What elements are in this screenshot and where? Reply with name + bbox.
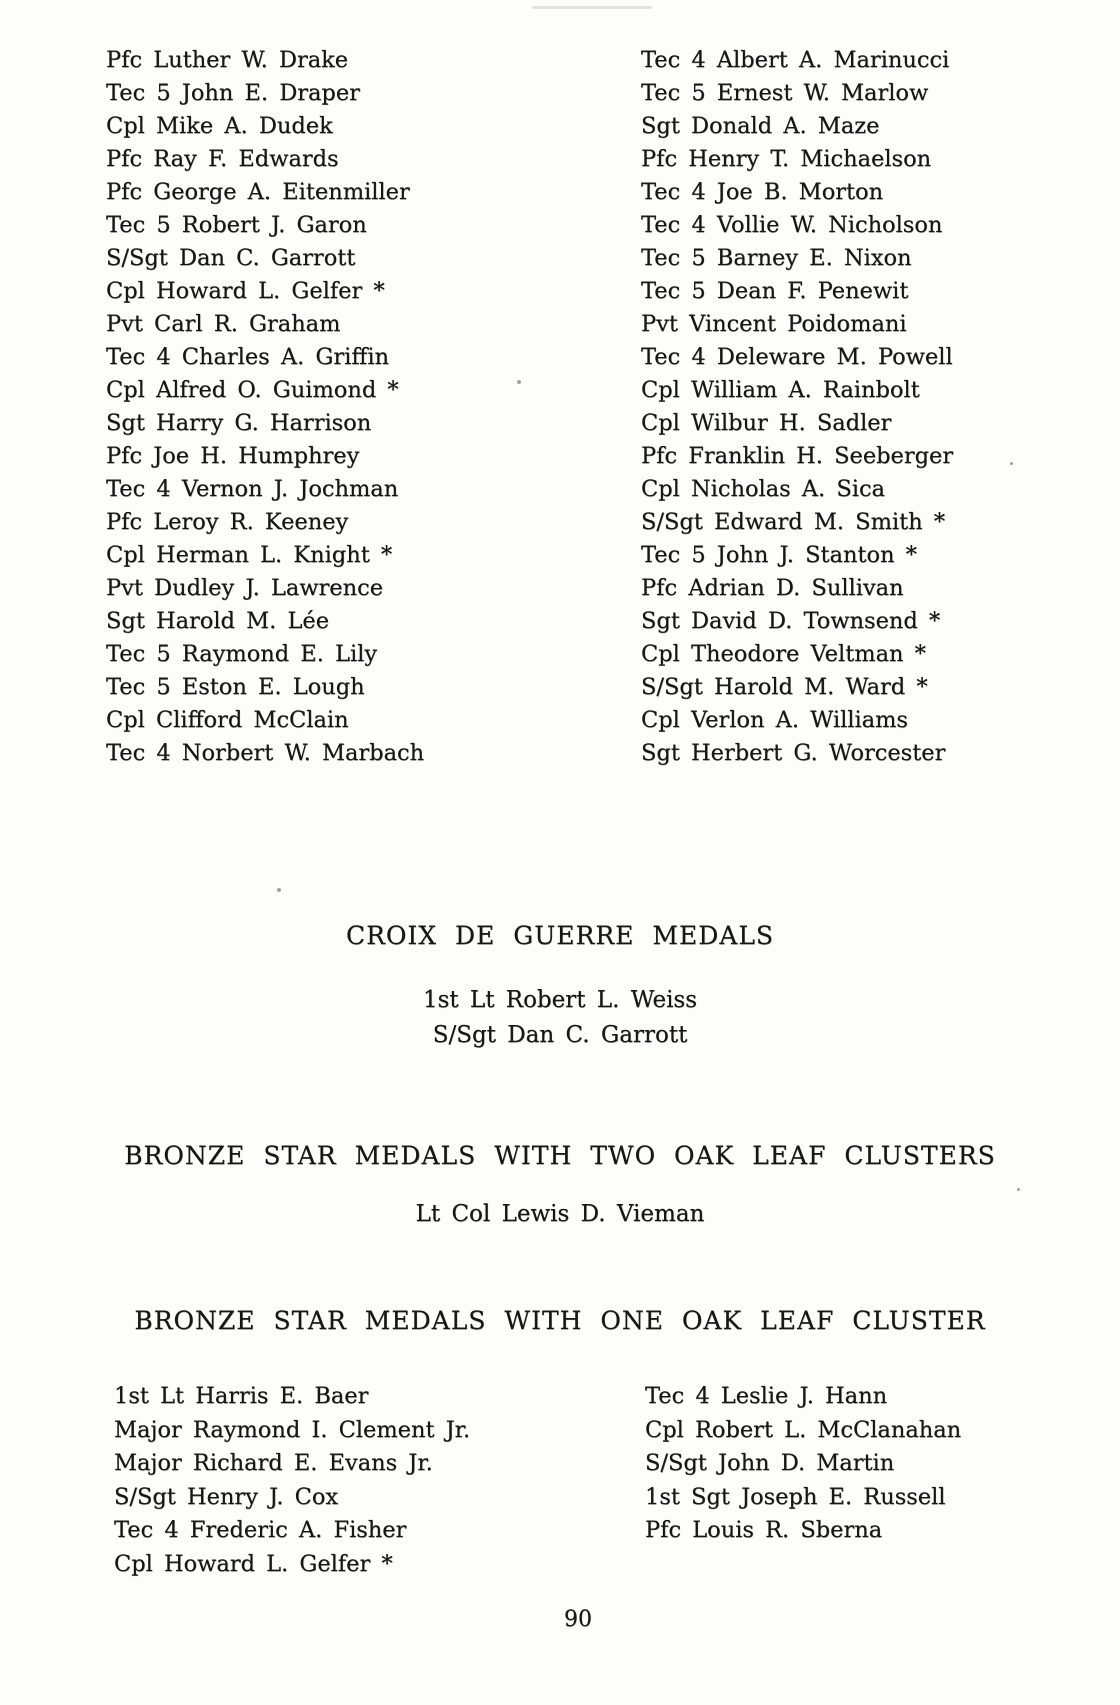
bronze-star-two-clusters-section <box>0 1140 1120 1232</box>
medal-recipient-name: Major Richard E. Evans Jr. <box>114 1450 433 1476</box>
medal-recipient-name: Pfc Leroy R. Keeney <box>106 509 349 535</box>
medal-recipient-name: S/Sgt Edward M. Smith * <box>641 509 946 535</box>
medal-recipient-name: Tec 4 Frederic A. Fisher <box>114 1517 407 1543</box>
medal-recipient-name: Tec 4 Vernon J. Jochman <box>106 476 399 502</box>
medal-recipient-name: Cpl Clifford McClain <box>106 707 349 733</box>
medal-recipient-name: 1st Lt Harris E. Baer <box>114 1383 369 1409</box>
croix-de-guerre-names <box>0 983 1120 1053</box>
medal-recipient-name: S/Sgt John D. Martin <box>645 1450 895 1476</box>
medal-recipient-name: Tec 5 John J. Stanton * <box>641 542 917 568</box>
medal-recipient-name: Pvt Dudley J. Lawrence <box>106 575 384 601</box>
one-cluster-left-column <box>114 1380 470 1581</box>
medal-recipient-name: Tec 5 Dean F. Penewit <box>641 278 909 304</box>
medal-recipient-name: Tec 5 John E. Draper <box>106 80 360 106</box>
medal-recipient-name: Pfc Ray F. Edwards <box>106 146 339 172</box>
medal-recipient-name: S/Sgt Henry J. Cox <box>114 1483 339 1510</box>
bronze-star-one-cluster-section <box>0 1305 1120 1336</box>
medal-recipient-name: Lt Col Lewis D. Vieman <box>415 1201 705 1227</box>
medal-recipient-name: Sgt Harry G. Harrison <box>106 410 372 436</box>
scan-speck-artifact <box>517 380 521 384</box>
croix-de-guerre-section <box>0 920 1120 1053</box>
one-cluster-right-column <box>645 1380 961 1548</box>
medal-recipient-name: Tec 5 Robert J. Garon <box>106 212 367 238</box>
medal-recipient-name: Cpl Nicholas A. Sica <box>641 476 885 502</box>
medal-recipient-name: Major Raymond I. Clement Jr. <box>114 1416 471 1443</box>
medal-recipient-name: Tec 4 Joe B. Morton <box>641 179 884 205</box>
medal-recipient-name: Pvt Vincent Poidomani <box>641 311 907 337</box>
bronze-star-two-clusters-names <box>0 1197 1120 1232</box>
medal-recipient-name: Tec 4 Norbert W. Marbach <box>106 740 425 766</box>
medal-recipient-name: Pfc Luther W. Drake <box>106 47 349 73</box>
medal-recipient-name: S/Sgt Dan C. Garrott <box>106 245 356 271</box>
page-number: 90 <box>564 1607 592 1632</box>
medal-recipient-name: Pfc Franklin H. Seeberger <box>641 443 954 469</box>
medal-recipient-name: Tec 4 Leslie J. Hann <box>645 1383 888 1409</box>
medal-recipient-name: Pfc Henry T. Michaelson <box>641 146 932 172</box>
bronze-star-two-clusters-title: BRONZE STAR MEDALS WITH TWO OAK LEAF CLUSTERS <box>124 1141 996 1170</box>
medal-recipient-name: Tec 5 Raymond E. Lily <box>106 641 378 667</box>
medal-recipient-name: Sgt Donald A. Maze <box>641 113 880 139</box>
medal-recipient-name: Cpl Howard L. Gelfer * <box>106 278 385 304</box>
medal-recipient-name: Tec 5 Barney E. Nixon <box>641 245 912 271</box>
medal-recipient-name: Sgt Harold M. Lée <box>106 608 330 634</box>
medal-recipient-name: Cpl William A. Rainbolt <box>641 377 920 403</box>
medal-recipient-name: Pfc Adrian D. Sullivan <box>641 575 904 601</box>
medal-recipient-name: Tec 5 Ernest W. Marlow <box>641 80 929 106</box>
medal-recipient-name: S/Sgt Harold M. Ward * <box>641 674 928 700</box>
scan-speck-artifact <box>277 888 281 892</box>
medal-recipient-name: Cpl Howard L. Gelfer * <box>114 1550 393 1577</box>
medal-recipient-name: Pfc Joe H. Humphrey <box>106 443 360 469</box>
medal-recipient-name: Cpl Verlon A. Williams <box>641 707 908 733</box>
medal-recipient-name: Pfc George A. Eitenmiller <box>106 179 410 205</box>
medal-recipient-name: Tec 4 Charles A. Griffin <box>106 344 390 370</box>
medal-recipient-name: 1st Lt Robert L. Weiss <box>422 987 698 1013</box>
medal-recipient-name: Cpl Wilbur H. Sadler <box>641 410 892 436</box>
scan-speck-artifact <box>1010 462 1013 465</box>
medal-recipient-name: Sgt David D. Townsend * <box>641 608 941 634</box>
medal-recipient-name: S/Sgt Dan C. Garrott <box>432 1022 688 1048</box>
roster-right-column <box>641 44 953 770</box>
medal-recipient-name: Cpl Theodore Veltman * <box>641 641 926 667</box>
medal-recipient-name: Cpl Mike A. Dudek <box>106 113 333 139</box>
medal-recipient-name: Sgt Herbert G. Worcester <box>641 740 946 766</box>
medal-recipient-name: Pvt Carl R. Graham <box>106 311 341 337</box>
medal-recipient-name: Tec 4 Vollie W. Nicholson <box>641 212 943 238</box>
medal-recipient-name: Cpl Robert L. McClanahan <box>645 1416 962 1443</box>
medal-recipient-name: Cpl Herman L. Knight * <box>106 542 393 568</box>
scan-smudge-artifact <box>532 6 652 9</box>
medal-recipient-name: Tec 5 Eston E. Lough <box>106 674 365 700</box>
medal-recipient-name: Pfc Louis R. Sberna <box>645 1517 883 1543</box>
medal-recipient-name: 1st Sgt Joseph E. Russell <box>645 1483 946 1510</box>
medal-recipient-name: Tec 4 Albert A. Marinucci <box>641 47 950 73</box>
bronze-star-one-cluster-title: BRONZE STAR MEDALS WITH ONE OAK LEAF CLUSTER <box>134 1306 986 1335</box>
medal-recipient-name: Tec 4 Deleware M. Powell <box>641 344 953 370</box>
medal-recipient-name: Cpl Alfred O. Guimond * <box>106 377 399 403</box>
croix-de-guerre-title: CROIX DE GUERRE MEDALS <box>345 921 775 950</box>
roster-left-column <box>106 44 424 770</box>
